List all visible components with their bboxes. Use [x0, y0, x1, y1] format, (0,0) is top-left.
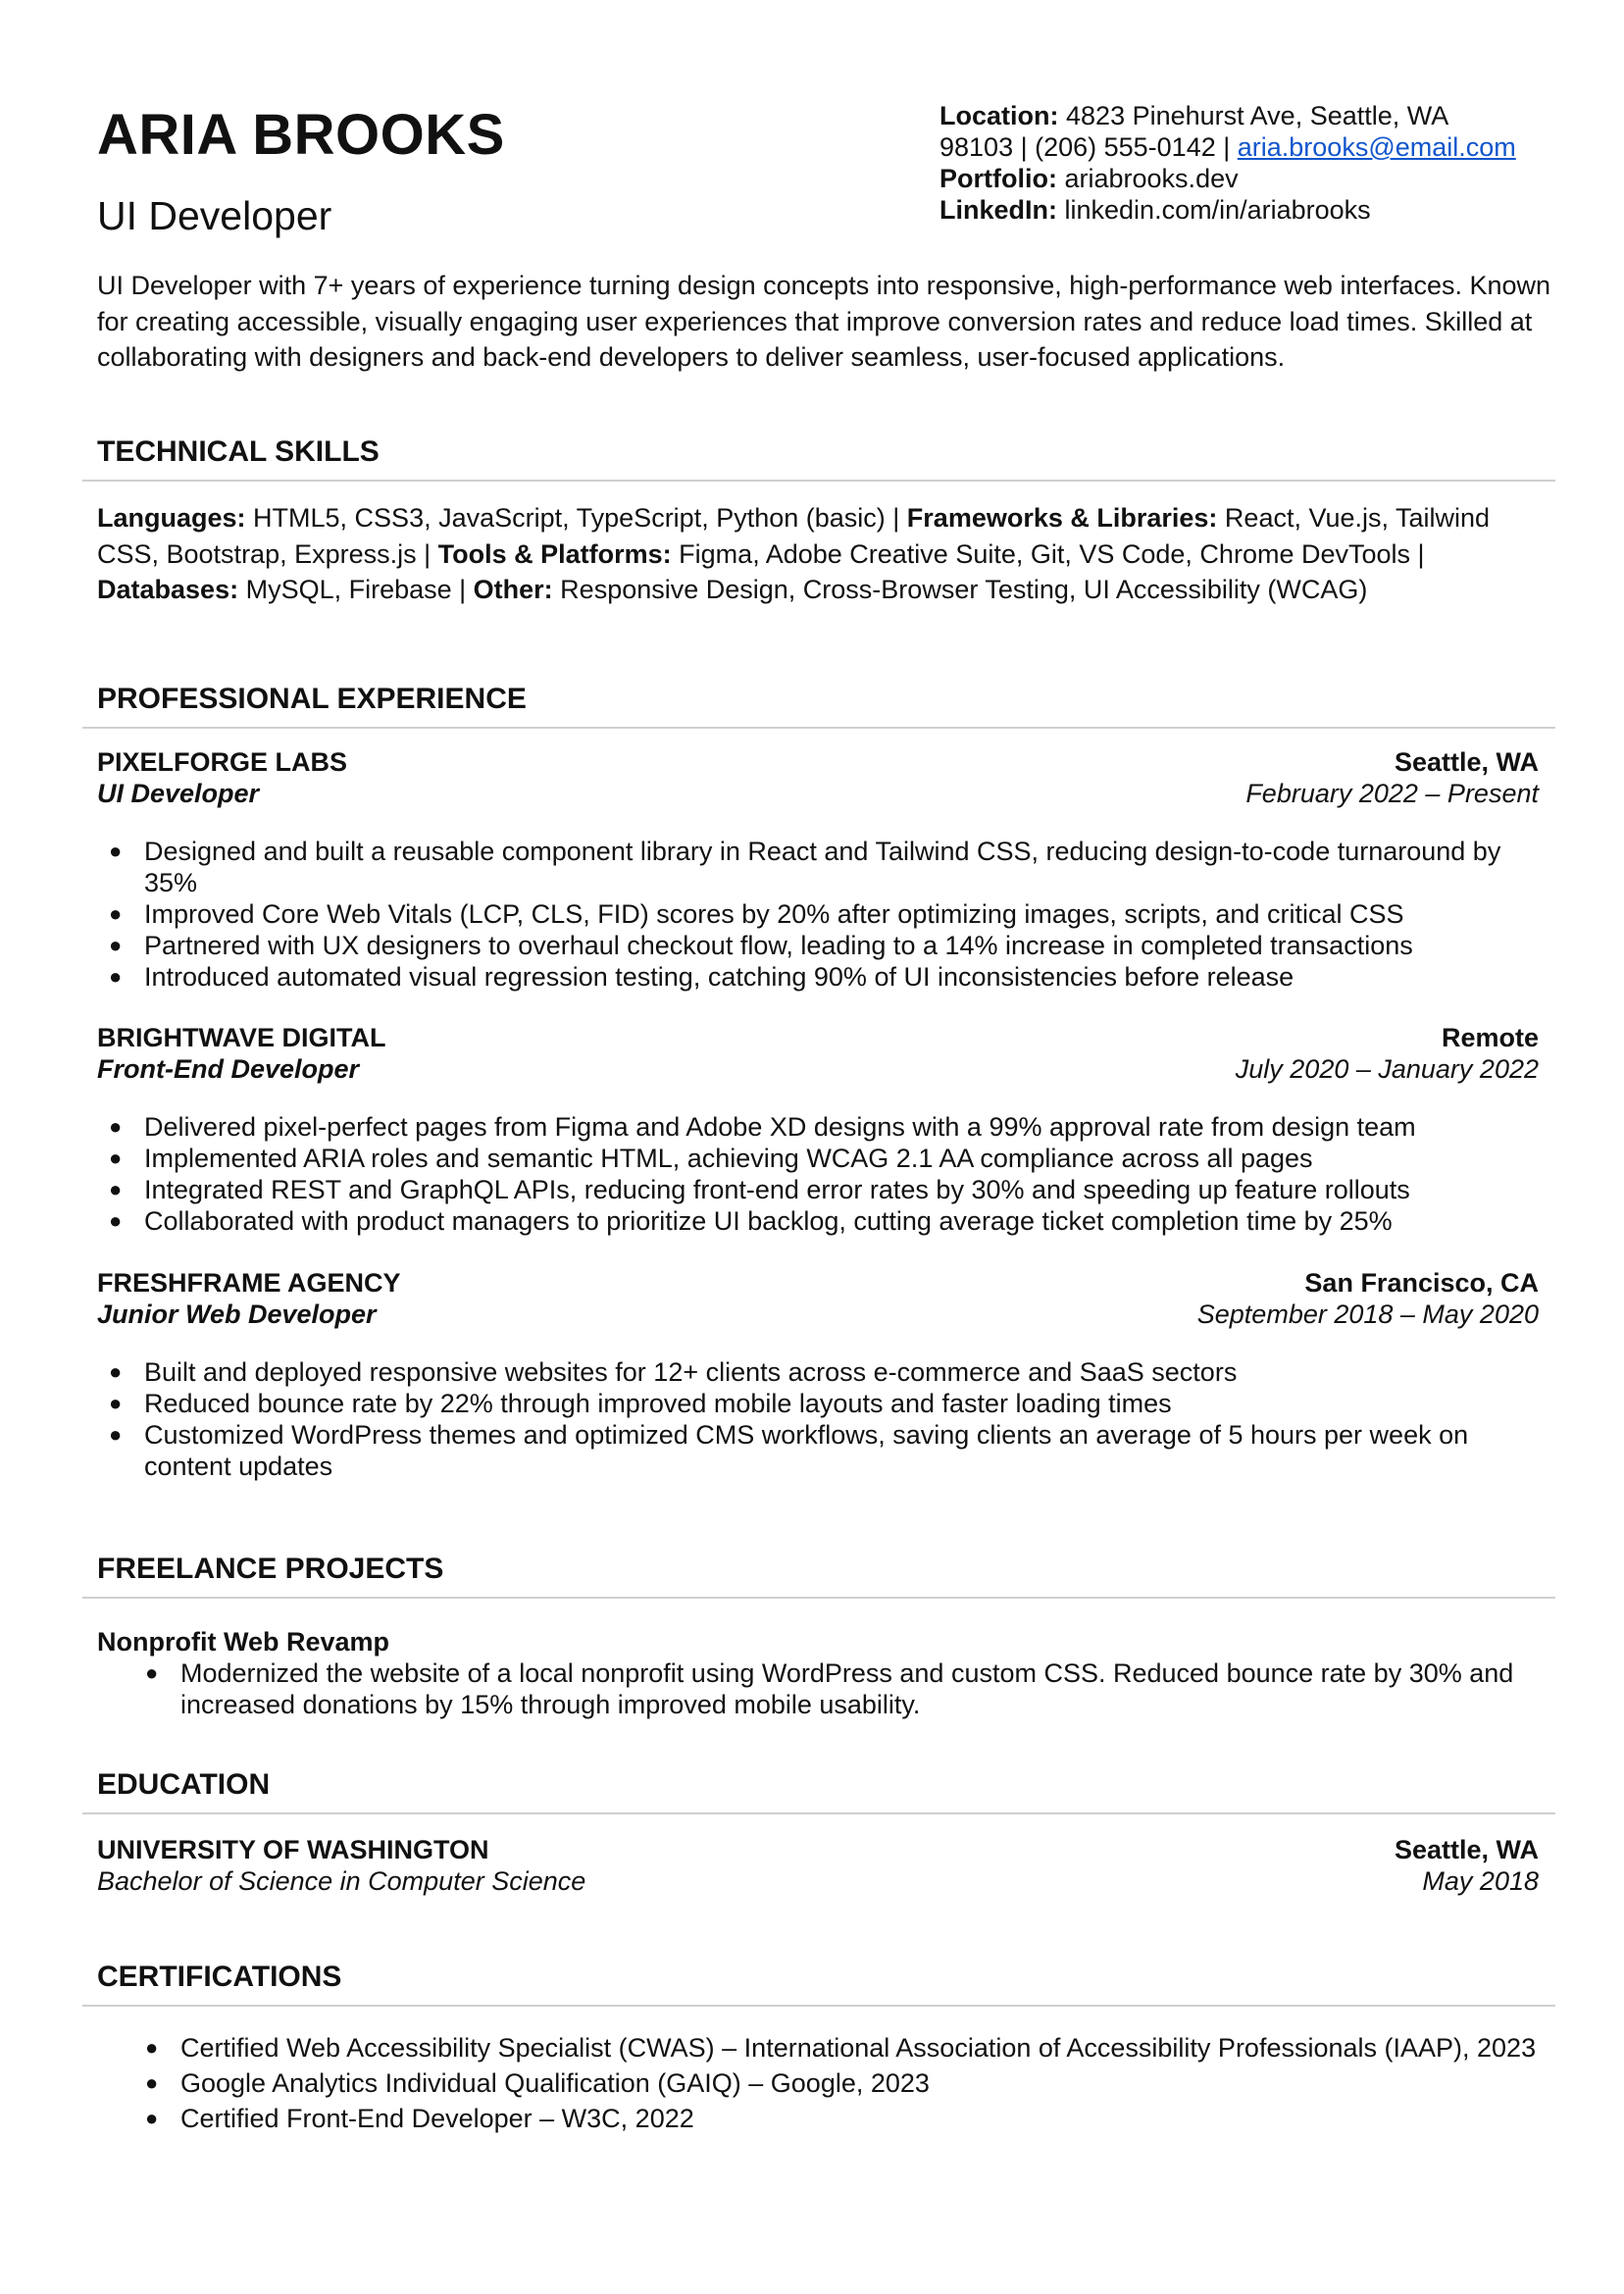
bullet-text: Introduced automated visual regression testing, catching 90% of UI inconsistencies before release	[144, 962, 1294, 992]
degree: Bachelor of Science in Computer Science	[97, 1866, 586, 1896]
skill-label: Databases:	[97, 575, 239, 604]
skill-values: Figma, Adobe Creative Suite, Git, VS Code, Chrome DevTools |	[671, 538, 1425, 569]
bullet-icon: ●	[109, 933, 123, 957]
linkedin-value: linkedin.com/in/ariabrooks	[1064, 195, 1371, 225]
skill-label: Languages:	[97, 503, 246, 533]
location-label: Location:	[939, 101, 1059, 130]
bullet-icon: ●	[109, 1391, 123, 1415]
skill-values: MySQL, Firebase |	[238, 575, 474, 604]
bullet-icon: ●	[109, 1146, 123, 1170]
contact-block	[939, 100, 1567, 226]
bullet-text: Partnered with UX designers to overhaul checkout flow, leading to a 14% increase in completed transactions	[144, 931, 1413, 960]
school-location: Seattle, WA	[1394, 1835, 1539, 1864]
section-title: FREELANCE PROJECTS	[97, 1553, 444, 1585]
list-item	[97, 1388, 1539, 1419]
project-name: Nonprofit Web Revamp	[97, 1627, 390, 1657]
bullet-text: Customized WordPress themes and optimized CMS workflows, saving clients an average of 5 hours per week on content updates	[144, 1420, 1469, 1481]
candidate-name: ARIA BROOKS	[97, 103, 505, 167]
list-item	[133, 2030, 1539, 2065]
company-name: FRESHFRAME AGENCY	[97, 1268, 401, 1298]
list-item	[97, 1174, 1539, 1205]
section-title: TECHNICAL SKILLS	[97, 435, 380, 468]
skill-label: Other:	[473, 575, 553, 604]
bullet-icon: ●	[109, 839, 123, 863]
bullet-text: Designed and built a reusable component library in React and Tailwind CSS, reducing design-to-code turnaround by 35%	[144, 837, 1501, 897]
job-location: Remote	[1441, 1023, 1539, 1052]
skill-label: Tools & Platforms:	[437, 538, 672, 569]
bullet-text: Certified Front-End Developer – W3C, 2022	[180, 2104, 694, 2133]
list-item	[97, 836, 1539, 898]
zip-phone: 98103 | (206) 555-0142 |	[939, 132, 1238, 162]
job-title: UI Developer	[97, 779, 260, 808]
skill-label: Frameworks & Libraries:	[906, 503, 1218, 533]
skills-section	[82, 434, 1555, 482]
portfolio-value: ariabrooks.dev	[1064, 164, 1239, 193]
bullet-icon: ●	[145, 2035, 159, 2060]
section-divider	[82, 480, 1555, 482]
bullet-text: Modernized the website of a local nonprofit using WordPress and custom CSS. Reduced bounce rate by 30% and increased donations by 15% through improved mobile usability.	[180, 1658, 1514, 1719]
phone-email-line	[939, 131, 1567, 163]
bullet-text: Implemented ARIA roles and semantic HTML, achieving WCAG 2.1 AA compliance across all pages	[144, 1144, 1313, 1173]
bullet-text: Certified Web Accessibility Specialist (CWAS) – International Association of Accessibility Professionals (IAAP), 2023	[180, 2033, 1537, 2063]
skill-values: Responsive Design, Cross-Browser Testing, UI Accessibility (WCAG)	[552, 575, 1368, 604]
list-item	[97, 961, 1539, 993]
list-item	[97, 930, 1539, 961]
job-title: Junior Web Developer	[97, 1300, 377, 1329]
bullet-icon: ●	[145, 2106, 159, 2130]
list-item	[97, 898, 1539, 930]
bullet-text: Improved Core Web Vitals (LCP, CLS, FID) scores by 20% after optimizing images, scripts, and critical CSS	[144, 899, 1404, 929]
linkedin-label: LinkedIn:	[939, 195, 1057, 225]
section-title: EDUCATION	[97, 1768, 271, 1801]
school-name: UNIVERSITY OF WASHINGTON	[97, 1835, 489, 1864]
bullet-icon: ●	[109, 1359, 123, 1384]
job-bullets	[97, 1356, 1539, 1482]
candidate-role: UI Developer	[97, 193, 332, 238]
skill-values: HTML5, CSS3, JavaScript, TypeScript, Python (basic) |	[245, 503, 907, 533]
certification-list	[133, 2030, 1539, 2136]
section-title: PROFESSIONAL EXPERIENCE	[97, 683, 527, 715]
job-entry	[97, 746, 1539, 809]
bullet-icon: ●	[109, 1177, 123, 1201]
company-name: PIXELFORGE LABS	[97, 747, 348, 777]
project-bullets	[133, 1657, 1539, 1720]
section-divider	[82, 727, 1555, 729]
bullet-icon: ●	[109, 964, 123, 989]
bullet-text: Integrated REST and GraphQL APIs, reducing front-end error rates by 30% and speeding up feature rollouts	[144, 1175, 1410, 1204]
experience-section	[82, 682, 1555, 729]
location-value: 4823 Pinehurst Ave, Seattle, WA	[1066, 101, 1449, 130]
bullet-icon: ●	[109, 901, 123, 926]
job-bullets	[97, 1111, 1539, 1237]
job-dates: February 2022 – Present	[1245, 779, 1539, 808]
bullet-text: Google Analytics Individual Qualification (GAIQ) – Google, 2023	[180, 2068, 930, 2098]
list-item	[133, 1657, 1539, 1720]
section-divider	[82, 2005, 1555, 2007]
portfolio-line	[939, 163, 1567, 194]
freelance-section	[82, 1552, 1555, 1599]
bullet-text: Reduced bounce rate by 22% through improved mobile layouts and faster loading times	[144, 1389, 1172, 1418]
professional-summary: UI Developer with 7+ years of experience turning design concepts into responsive, high-performance web interfaces. Known for creating accessible, visually engaging user experiences that improve conversion rates and reduce load times. Skilled at collaborating with designers and back-end developers to deliver seamless, user-focused applications.	[97, 271, 1551, 372]
location-line	[939, 100, 1567, 131]
email-link[interactable]: aria.brooks@email.com	[1237, 132, 1516, 162]
job-dates: September 2018 – May 2020	[1196, 1300, 1539, 1329]
list-item	[97, 1356, 1539, 1388]
bullet-icon: ●	[109, 1114, 123, 1139]
section-divider	[82, 1597, 1555, 1599]
skill-values: React, Vue.js, Tailwind CSS, Bootstrap, Express.js |	[97, 503, 1491, 569]
job-title: Front-End Developer	[97, 1054, 360, 1084]
education-section	[82, 1767, 1555, 1814]
bullet-text: Collaborated with product managers to prioritize UI backlog, cutting average ticket completion time by 25%	[144, 1206, 1393, 1236]
section-title: CERTIFICATIONS	[97, 1961, 342, 1993]
bullet-icon: ●	[145, 1660, 159, 1685]
list-item	[97, 1205, 1539, 1237]
list-item	[97, 1143, 1539, 1174]
job-location: Seattle, WA	[1394, 747, 1539, 777]
linkedin-line	[939, 194, 1567, 226]
certifications-section	[82, 1960, 1555, 2007]
section-divider	[82, 1812, 1555, 1814]
company-name: BRIGHTWAVE DIGITAL	[97, 1023, 386, 1052]
list-item	[97, 1111, 1539, 1143]
job-location: San Francisco, CA	[1304, 1268, 1539, 1298]
skills-list	[97, 500, 1558, 608]
bullet-text: Delivered pixel-perfect pages from Figma and Adobe XD designs with a 99% approval rate from design team	[144, 1112, 1416, 1142]
bullet-text: Built and deployed responsive websites for 12+ clients across e-commerce and SaaS sectors	[144, 1357, 1238, 1387]
portfolio-label: Portfolio:	[939, 164, 1057, 193]
list-item	[133, 2065, 1539, 2101]
job-entry	[97, 1022, 1539, 1085]
list-item	[133, 2101, 1539, 2136]
graduation-date: May 2018	[1422, 1866, 1539, 1896]
job-dates: July 2020 – January 2022	[1235, 1054, 1539, 1084]
job-bullets	[97, 836, 1539, 993]
bullet-icon: ●	[145, 2070, 159, 2095]
bullet-icon: ●	[109, 1422, 123, 1447]
job-entry	[97, 1267, 1539, 1330]
education-entry	[97, 1834, 1539, 1897]
list-item	[97, 1419, 1539, 1482]
bullet-icon: ●	[109, 1208, 123, 1233]
